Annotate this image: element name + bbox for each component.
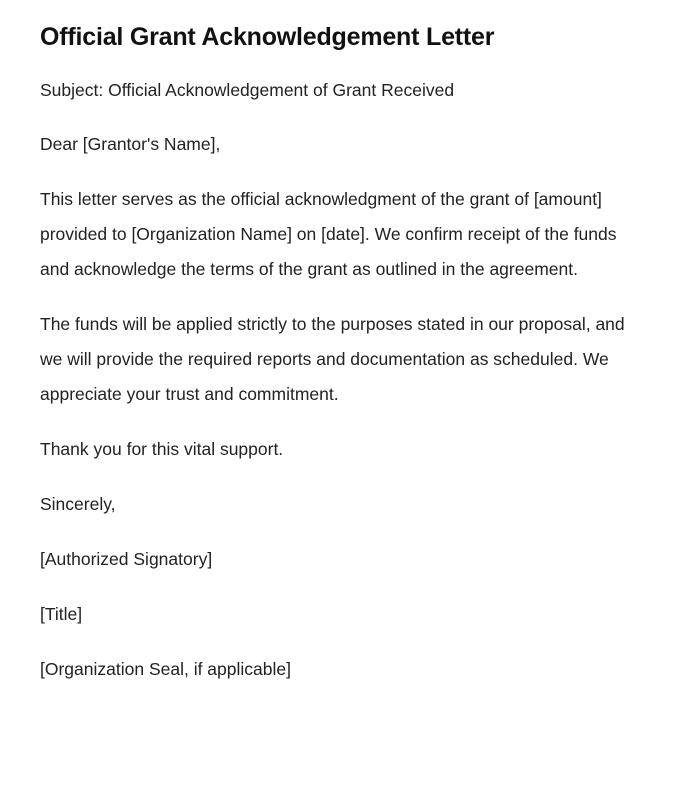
letter-body: [40, 73, 640, 687]
organization-seal-note: [Organization Seal, if applicable]: [40, 659, 291, 680]
subject-line: Subject: Official Acknowledgement of Grant Received: [40, 80, 455, 101]
sign-off: Sincerely,: [40, 494, 116, 515]
closing-thanks: Thank you for this vital support.: [40, 439, 284, 460]
signatory-title-placeholder: [Title]: [40, 604, 83, 625]
salutation: Dear [Grantor's Name],: [40, 134, 221, 155]
body-paragraph-2: The funds will be applied strictly to the purposes stated in our proposal, and we will provide the required reports and documentation as scheduled. We appreciate your trust and commitment.: [40, 314, 630, 405]
page-title: Official Grant Acknowledgement Letter: [40, 23, 495, 51]
body-paragraph-1: This letter serves as the official acknowledgment of the grant of [amount] provided to [Organization Name] on [date]. We confirm receipt of the funds and acknowledge the terms of the grant as outlined in the agreement.: [40, 189, 622, 280]
signatory-placeholder: [Authorized Signatory]: [40, 549, 213, 570]
